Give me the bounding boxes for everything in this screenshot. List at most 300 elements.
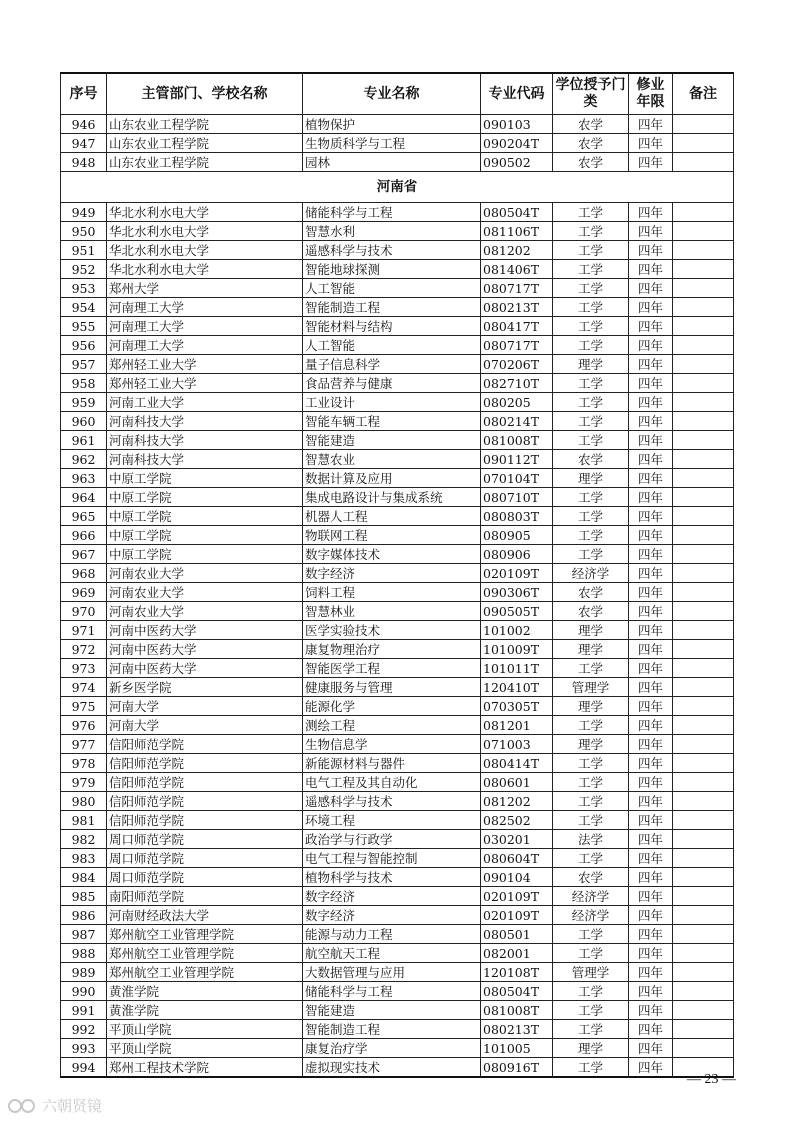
page-number: — 23 — [687,1072,736,1087]
cell-index: 975 [61,697,107,716]
cell-school: 中原工学院 [107,488,303,507]
cell-index: 955 [61,317,107,336]
cell-index: 989 [61,963,107,982]
cell-duration: 四年 [629,355,673,374]
cell-remarks [673,222,734,241]
cell-degree: 工学 [553,659,629,678]
cell-code: 081201 [481,716,553,735]
table-row [61,412,734,431]
cell-index: 967 [61,545,107,564]
cell-index: 961 [61,431,107,450]
cell-code: 082001 [481,944,553,963]
cell-code: 020109T [481,887,553,906]
cell-school: 河南农业大学 [107,602,303,621]
cell-degree: 工学 [553,222,629,241]
cell-index: 956 [61,336,107,355]
cell-major: 测绘工程 [303,716,481,735]
cell-duration: 四年 [629,153,673,172]
cell-degree: 经济学 [553,906,629,925]
cell-index: 974 [61,678,107,697]
cell-duration: 四年 [629,583,673,602]
cell-major: 康复物理治疗 [303,640,481,659]
cell-remarks [673,621,734,640]
cell-degree: 工学 [553,488,629,507]
cell-remarks [673,431,734,450]
cell-code: 080717T [481,279,553,298]
cell-degree: 工学 [553,849,629,868]
cell-degree: 经济学 [553,564,629,583]
table-row [61,355,734,374]
cell-school: 河南大学 [107,697,303,716]
cell-school: 周口师范学院 [107,830,303,849]
cell-duration: 四年 [629,507,673,526]
cell-remarks [673,792,734,811]
header-major: 专业名称 [303,73,481,115]
cell-index: 994 [61,1058,107,1078]
cell-code: 081008T [481,1001,553,1020]
cell-school: 河南中医药大学 [107,659,303,678]
cell-duration: 四年 [629,906,673,925]
cell-major: 智慧林业 [303,602,481,621]
cell-school: 华北水利水电大学 [107,260,303,279]
cell-major: 新能源材料与器件 [303,754,481,773]
cell-duration: 四年 [629,735,673,754]
cell-remarks [673,716,734,735]
cell-school: 黄淮学院 [107,1001,303,1020]
header-remarks: 备注 [673,73,734,115]
cell-major: 数据计算及应用 [303,469,481,488]
cell-degree: 理学 [553,355,629,374]
cell-duration: 四年 [629,849,673,868]
cell-code: 080213T [481,1020,553,1039]
cell-degree: 工学 [553,773,629,792]
table-row [61,944,734,963]
cell-degree: 农学 [553,153,629,172]
cell-code: 071003 [481,735,553,754]
cell-remarks [673,412,734,431]
cell-index: 977 [61,735,107,754]
cell-duration: 四年 [629,1001,673,1020]
cell-code: 120108T [481,963,553,982]
cell-duration: 四年 [629,925,673,944]
cell-school: 河南科技大学 [107,450,303,469]
cell-school: 山东农业工程学院 [107,134,303,153]
cell-code: 081008T [481,431,553,450]
cell-major: 人工智能 [303,279,481,298]
watermark [8,1095,102,1116]
cell-school: 河南农业大学 [107,583,303,602]
cell-index: 949 [61,203,107,222]
cell-duration: 四年 [629,279,673,298]
cell-remarks [673,811,734,830]
cell-index: 985 [61,887,107,906]
cell-degree: 法学 [553,830,629,849]
cell-major: 量子信息科学 [303,355,481,374]
cell-index: 966 [61,526,107,545]
table-row [61,279,734,298]
cell-degree: 理学 [553,697,629,716]
cell-duration: 四年 [629,963,673,982]
table-row [61,488,734,507]
cell-duration: 四年 [629,393,673,412]
cell-degree: 理学 [553,621,629,640]
cell-index: 986 [61,906,107,925]
cell-duration: 四年 [629,488,673,507]
cell-remarks [673,697,734,716]
cell-degree: 工学 [553,1001,629,1020]
cell-code: 090306T [481,583,553,602]
cell-major: 数字经济 [303,887,481,906]
cell-school: 郑州工程技术学院 [107,1058,303,1078]
cell-remarks [673,773,734,792]
cell-school: 信阳师范学院 [107,735,303,754]
cell-remarks [673,545,734,564]
cell-duration: 四年 [629,659,673,678]
table-row [61,659,734,678]
cell-index: 953 [61,279,107,298]
cell-duration: 四年 [629,134,673,153]
cell-remarks [673,298,734,317]
cell-school: 信阳师范学院 [107,811,303,830]
cell-remarks [673,564,734,583]
cell-remarks [673,868,734,887]
cell-major: 遥感科学与技术 [303,792,481,811]
table-row [61,716,734,735]
cell-degree: 理学 [553,469,629,488]
cell-major: 智慧水利 [303,222,481,241]
cell-degree: 农学 [553,602,629,621]
cell-school: 南阳师范学院 [107,887,303,906]
table-row [61,1020,734,1039]
cell-major: 智慧农业 [303,450,481,469]
watermark-logo-icon [8,1097,38,1115]
cell-index: 965 [61,507,107,526]
cell-degree: 工学 [553,431,629,450]
watermark-text: 六朝贤镜 [42,1097,103,1115]
cell-code: 080717T [481,336,553,355]
cell-duration: 四年 [629,317,673,336]
cell-index: 971 [61,621,107,640]
cell-index: 960 [61,412,107,431]
cell-degree: 工学 [553,336,629,355]
table-row [61,317,734,336]
cell-degree: 工学 [553,393,629,412]
cell-duration: 四年 [629,1020,673,1039]
cell-major: 智能建造 [303,431,481,450]
cell-school: 周口师范学院 [107,868,303,887]
cell-remarks [673,115,734,134]
cell-school: 河南理工大学 [107,317,303,336]
cell-code: 080604T [481,849,553,868]
table-row [61,545,734,564]
cell-school: 山东农业工程学院 [107,153,303,172]
cell-major: 人工智能 [303,336,481,355]
cell-index: 983 [61,849,107,868]
cell-school: 华北水利水电大学 [107,222,303,241]
cell-code: 020109T [481,564,553,583]
cell-remarks [673,583,734,602]
cell-code: 080601 [481,773,553,792]
cell-school: 河南理工大学 [107,336,303,355]
cell-remarks [673,925,734,944]
cell-major: 植物科学与技术 [303,868,481,887]
cell-major: 生物信息学 [303,735,481,754]
cell-remarks [673,526,734,545]
cell-remarks [673,735,734,754]
table-row [61,868,734,887]
cell-school: 平顶山学院 [107,1020,303,1039]
cell-major: 电气工程及其自动化 [303,773,481,792]
cell-school: 河南科技大学 [107,431,303,450]
cell-index: 982 [61,830,107,849]
cell-index: 993 [61,1039,107,1058]
cell-degree: 工学 [553,1058,629,1078]
cell-index: 946 [61,115,107,134]
cell-degree: 工学 [553,1020,629,1039]
cell-remarks [673,887,734,906]
cell-major: 电气工程与智能控制 [303,849,481,868]
table-row [61,1039,734,1058]
table-row [61,621,734,640]
cell-remarks [673,1039,734,1058]
header-duration: 修业年限 [629,73,673,115]
cell-degree: 工学 [553,716,629,735]
cell-school: 河南科技大学 [107,412,303,431]
region-label: 河南省 [61,172,734,203]
cell-duration: 四年 [629,260,673,279]
cell-school: 中原工学院 [107,469,303,488]
table-row [61,811,734,830]
cell-index: 976 [61,716,107,735]
cell-duration: 四年 [629,1058,673,1078]
table-row [61,849,734,868]
cell-duration: 四年 [629,412,673,431]
cell-major: 集成电路设计与集成系统 [303,488,481,507]
table-row [61,526,734,545]
table-row [61,906,734,925]
cell-code: 080504T [481,982,553,1001]
cell-remarks [673,906,734,925]
cell-remarks [673,488,734,507]
table-row [61,450,734,469]
cell-school: 中原工学院 [107,526,303,545]
cell-remarks [673,336,734,355]
cell-major: 虚拟现实技术 [303,1058,481,1078]
cell-code: 080906 [481,545,553,564]
table-row [61,336,734,355]
cell-index: 988 [61,944,107,963]
table-row [61,1058,734,1078]
cell-code: 081106T [481,222,553,241]
cell-duration: 四年 [629,944,673,963]
table-header-row [61,73,734,115]
cell-code: 090505T [481,602,553,621]
cell-index: 973 [61,659,107,678]
table-row [61,393,734,412]
cell-index: 970 [61,602,107,621]
cell-duration: 四年 [629,1039,673,1058]
cell-school: 中原工学院 [107,545,303,564]
cell-duration: 四年 [629,602,673,621]
cell-degree: 经济学 [553,887,629,906]
cell-index: 980 [61,792,107,811]
cell-major: 植物保护 [303,115,481,134]
cell-code: 101009T [481,640,553,659]
cell-index: 952 [61,260,107,279]
cell-degree: 工学 [553,203,629,222]
cell-school: 华北水利水电大学 [107,203,303,222]
cell-school: 河南理工大学 [107,298,303,317]
cell-duration: 四年 [629,222,673,241]
cell-remarks [673,153,734,172]
cell-duration: 四年 [629,678,673,697]
cell-remarks [673,507,734,526]
cell-degree: 工学 [553,241,629,260]
cell-school: 河南工业大学 [107,393,303,412]
cell-major: 大数据管理与应用 [303,963,481,982]
cell-major: 物联网工程 [303,526,481,545]
cell-code: 030201 [481,830,553,849]
cell-major: 饲料工程 [303,583,481,602]
cell-school: 黄淮学院 [107,982,303,1001]
cell-school: 河南大学 [107,716,303,735]
cell-school: 平顶山学院 [107,1039,303,1058]
cell-remarks [673,134,734,153]
table-row [61,115,734,134]
cell-major: 智能地球探测 [303,260,481,279]
table-row [61,583,734,602]
cell-school: 河南农业大学 [107,564,303,583]
cell-school: 华北水利水电大学 [107,241,303,260]
cell-degree: 工学 [553,374,629,393]
cell-code: 080905 [481,526,553,545]
table-row [61,963,734,982]
cell-school: 河南财经政法大学 [107,906,303,925]
cell-duration: 四年 [629,982,673,1001]
cell-code: 090502 [481,153,553,172]
cell-degree: 工学 [553,925,629,944]
table-row [61,640,734,659]
cell-major: 机器人工程 [303,507,481,526]
cell-major: 数字媒体技术 [303,545,481,564]
cell-school: 郑州大学 [107,279,303,298]
table-row [61,241,734,260]
header-code: 专业代码 [481,73,553,115]
table-row [61,469,734,488]
cell-major: 数字经济 [303,906,481,925]
cell-degree: 工学 [553,792,629,811]
cell-duration: 四年 [629,868,673,887]
table-row [61,374,734,393]
cell-major: 能源化学 [303,697,481,716]
cell-degree: 理学 [553,1039,629,1058]
cell-school: 信阳师范学院 [107,792,303,811]
cell-index: 948 [61,153,107,172]
cell-degree: 工学 [553,982,629,1001]
cell-duration: 四年 [629,469,673,488]
cell-remarks [673,241,734,260]
cell-degree: 农学 [553,868,629,887]
header-degree: 学位授予门类 [553,73,629,115]
cell-duration: 四年 [629,811,673,830]
cell-remarks [673,374,734,393]
cell-duration: 四年 [629,754,673,773]
cell-index: 981 [61,811,107,830]
cell-index: 987 [61,925,107,944]
cell-remarks [673,355,734,374]
cell-degree: 工学 [553,317,629,336]
cell-remarks [673,944,734,963]
cell-major: 环境工程 [303,811,481,830]
cell-remarks [673,849,734,868]
table-row [61,678,734,697]
cell-remarks [673,982,734,1001]
cell-remarks [673,203,734,222]
header-school: 主管部门、学校名称 [107,73,303,115]
table-row [61,298,734,317]
table-row [61,792,734,811]
cell-index: 992 [61,1020,107,1039]
cell-major: 园林 [303,153,481,172]
cell-major: 遥感科学与技术 [303,241,481,260]
table-row [61,925,734,944]
cell-degree: 工学 [553,298,629,317]
cell-school: 周口师范学院 [107,849,303,868]
cell-duration: 四年 [629,640,673,659]
cell-degree: 工学 [553,526,629,545]
cell-code: 080213T [481,298,553,317]
cell-degree: 农学 [553,115,629,134]
cell-degree: 工学 [553,811,629,830]
cell-index: 969 [61,583,107,602]
cell-index: 954 [61,298,107,317]
cell-duration: 四年 [629,298,673,317]
table-row [61,203,734,222]
cell-remarks [673,602,734,621]
cell-duration: 四年 [629,830,673,849]
cell-duration: 四年 [629,115,673,134]
region-row [61,172,734,203]
cell-school: 中原工学院 [107,507,303,526]
cell-code: 081406T [481,260,553,279]
cell-major: 食品营养与健康 [303,374,481,393]
cell-code: 070305T [481,697,553,716]
cell-duration: 四年 [629,697,673,716]
cell-code: 080414T [481,754,553,773]
majors-table [60,72,734,1078]
cell-degree: 理学 [553,640,629,659]
cell-major: 康复治疗学 [303,1039,481,1058]
cell-degree: 工学 [553,754,629,773]
cell-remarks [673,830,734,849]
cell-school: 郑州轻工业大学 [107,374,303,393]
cell-school: 河南中医药大学 [107,640,303,659]
table-row [61,830,734,849]
cell-school: 信阳师范学院 [107,754,303,773]
cell-duration: 四年 [629,450,673,469]
cell-degree: 工学 [553,507,629,526]
cell-code: 101002 [481,621,553,640]
cell-index: 962 [61,450,107,469]
cell-major: 智能制造工程 [303,298,481,317]
cell-remarks [673,393,734,412]
cell-index: 958 [61,374,107,393]
cell-code: 020109T [481,906,553,925]
cell-school: 郑州航空工业管理学院 [107,944,303,963]
table-row [61,773,734,792]
cell-remarks [673,1020,734,1039]
cell-code: 090103 [481,115,553,134]
